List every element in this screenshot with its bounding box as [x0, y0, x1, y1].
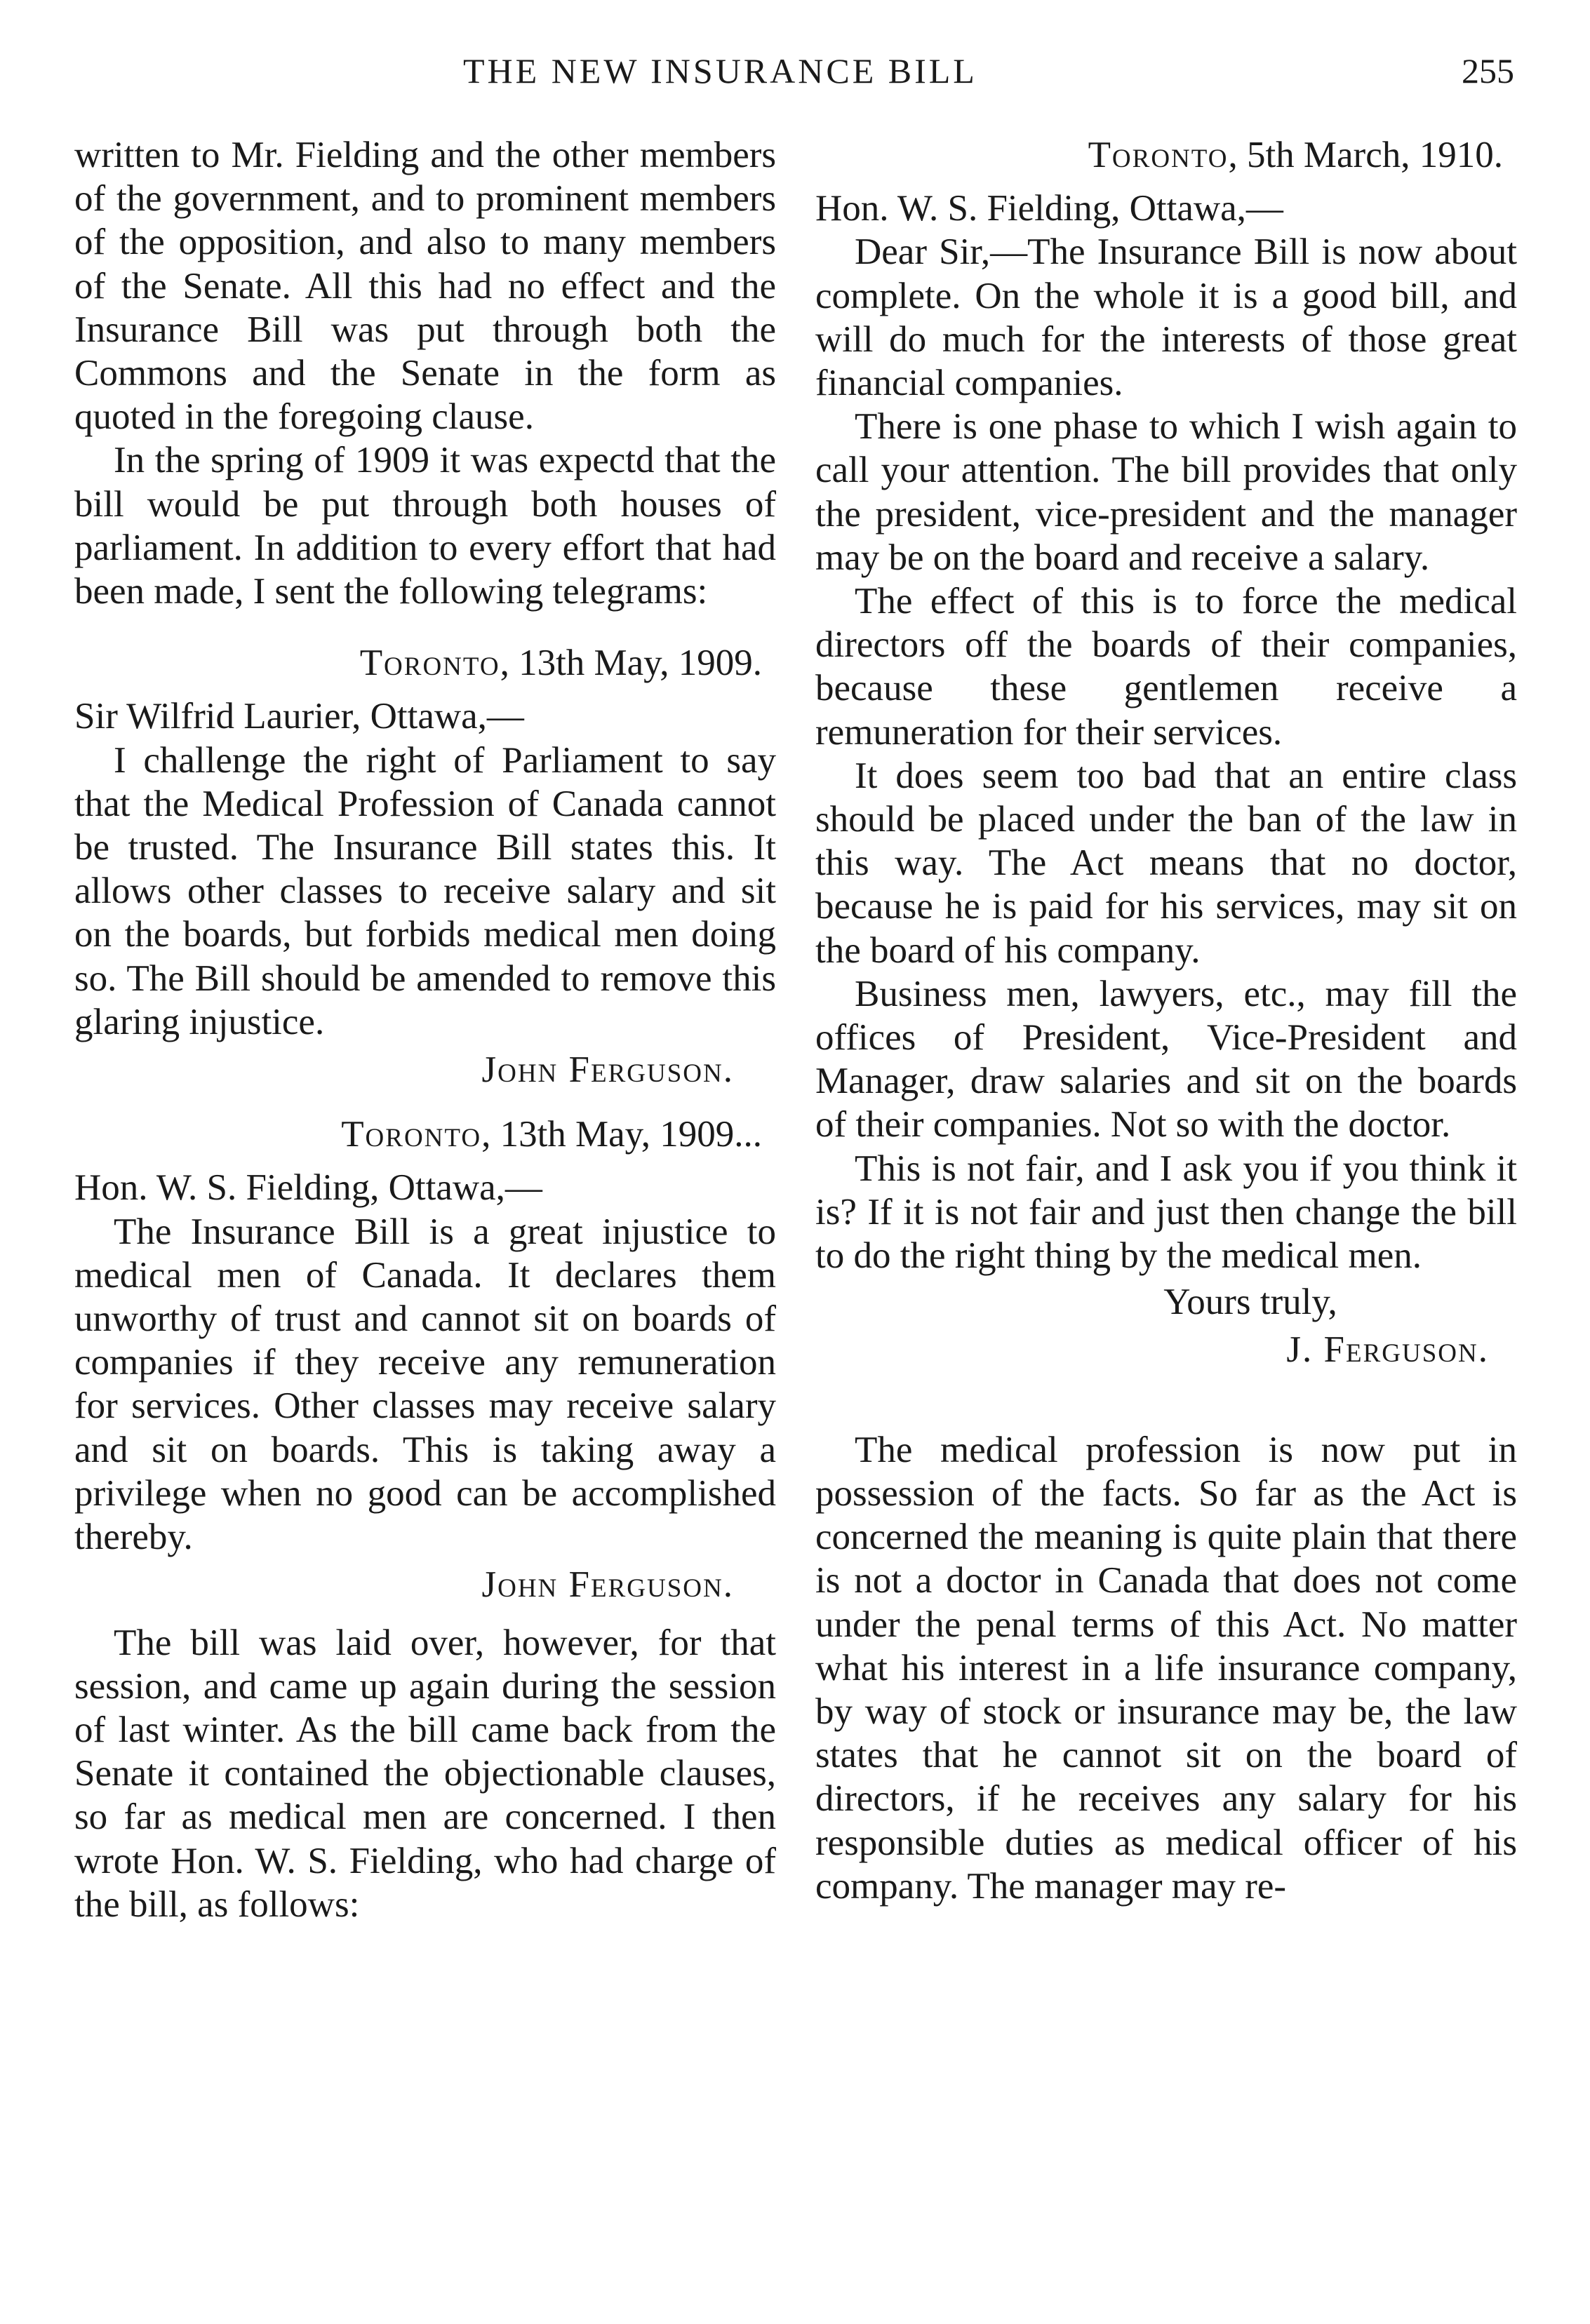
- paragraph: written to Mr. Fielding and the other members of the government, and to prominent members of the opposition, and also to many members of the Senate. All this had no effect and the Insurance Bill was put through both the Commons and the Senate in the form as quoted in the foregoing clause.: [74, 135, 776, 438]
- dateline-date: , 5th March, 1910.: [1228, 135, 1503, 175]
- letter-paragraph: There is one phase to which I wish again to call your attention. The bill provides that only the president, vice-president and the manager may be on the board and receive a salary.: [815, 406, 1517, 578]
- dateline-place: Toronto: [359, 643, 500, 684]
- telegram-signature: John Ferguson.: [481, 1564, 734, 1606]
- right-column: [815, 133, 1517, 1908]
- page-header: [0, 51, 1590, 107]
- letter-paragraph: Business men, lawyers, etc., may fill the offices of President, Vice-President and Manager, draw salaries and sit on the boards of their companies. Not so with the doctor.: [815, 973, 1517, 1146]
- dateline-date: , 13th May, 1909...: [481, 1114, 762, 1155]
- letter-paragraph: It does seem too bad that an entire class should be placed under the ban of the law in this way. The Act means that no doctor, because he is paid for his services, may sit on the board of his company.: [815, 755, 1517, 971]
- paragraph: In the spring of 1909 it was expectd that the bill would be put through both houses of parliament. In addition to every effort that had been made, I sent the following telegrams:: [74, 440, 776, 612]
- paragraph: The bill was laid over, however, for that session, and came up again during the session of last winter. As the bill came back from the Senate it contained the objectionable clauses, so far as medical men are concerned. I then wrote Hon. W. S. Fielding, who had charge of the bill, as follows:: [74, 1622, 776, 1925]
- telegram-signature: John Ferguson.: [481, 1049, 734, 1091]
- telegram-dateline: [74, 641, 776, 685]
- dateline-date: , 13th May, 1909.: [500, 643, 762, 684]
- letter-paragraph: The effect of this is to force the medical directors off the boards of their companies, because these gentlemen receive a remuneration for their services.: [815, 581, 1517, 753]
- dateline-place: Toronto: [1088, 135, 1229, 175]
- dateline-place: Toronto: [341, 1114, 482, 1155]
- telegram-salutation: Hon. W. S. Fielding, Ottawa,—: [74, 1167, 542, 1209]
- letter-salutation: Hon. W. S. Fielding, Ottawa,—: [815, 188, 1283, 229]
- letter-paragraph: This is not fair, and I ask you if you think it is? If it is not fair and just then change the bill to do the right thing by the medical men.: [815, 1148, 1517, 1277]
- telegram-body: I challenge the right of Parliament to say that the Medical Profession of Canada cannot be trusted. The Insurance Bill states this. It allows other classes to receive salary and sit on the boards, but forbids medical men doing so. The Bill should be amended to remove this glaring injustice.: [74, 739, 776, 1042]
- telegram-dateline: [74, 1113, 776, 1156]
- letter-closing: Yours truly,: [1163, 1282, 1337, 1323]
- paragraph: The medical profession is now put in possession of the facts. So far as the Act is concerned the meaning is quite plain that there is not a doctor in Canada that does not come under the penal terms of this Act. No matter what his interest in a life insurance company, by way of stock or insurance may be, the law states that he cannot sit on the board of directors, if he receives any salary for his responsible duties as medical officer of his company. The manager may re-: [815, 1429, 1517, 1907]
- letter-paragraph: Dear Sir,—The Insurance Bill is now about complete. On the whole it is a good bill, and will do much for the interests of those great financial companies.: [815, 231, 1517, 404]
- letter-signature: J. Ferguson.: [1286, 1329, 1489, 1371]
- page-number: 255: [1462, 51, 1514, 90]
- left-column: [74, 133, 776, 1926]
- telegram-salutation: Sir Wilfrid Laurier, Ottawa,—: [74, 696, 524, 737]
- telegram-body: The Insurance Bill is a great injustice to medical men of Canada. It declares them unworthy of trust and cannot sit on boards of companies if they receive any remuneration for services. Other classes may receive salary and sit on boards. This is taking away a privilege when no good can be accomplished thereby.: [74, 1211, 776, 1558]
- section-gap: [815, 1386, 1517, 1428]
- running-title: THE NEW INSURANCE BILL: [463, 51, 977, 90]
- letter-dateline: [815, 133, 1517, 177]
